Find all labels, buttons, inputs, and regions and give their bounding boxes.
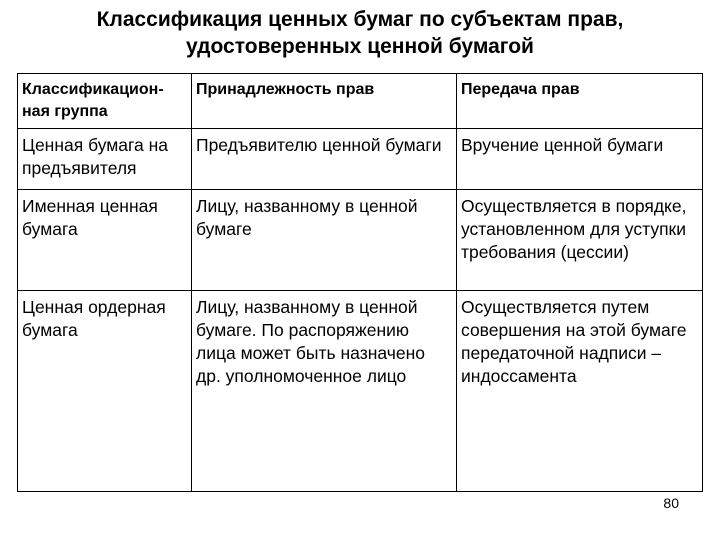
header-cell-rights-ownership: Принадлежность прав [192,74,457,129]
table-row [18,291,703,492]
table-header-row [18,74,703,129]
table-cell-rights-ownership: Лицу, названному в ценной бумаге [192,190,457,291]
table-cell-security-type: Именная ценная бумага [18,190,192,291]
page-number: 80 [663,495,679,511]
header-cell-rights-transfer: Передача прав [457,74,703,129]
slide-title [0,6,720,60]
table-cell-security-type: Ценная бумага на предъявителя [18,129,192,190]
slide-title-line-1: Классификация ценных бумаг по субъектам прав, [96,8,624,31]
header-cell-classification-group: Классификацион-ная группа [18,74,192,129]
table-row [18,129,703,190]
table-cell-rights-ownership: Лицу, названному в ценной бумаге. По распоряжению лица может быть назначено др. уполномоченное лицо [192,291,457,492]
table-cell-rights-transfer: Осуществляется путем совершения на этой бумаге передаточной надписи – индоссамента [457,291,703,492]
slide-title-line-2: удостоверенных ценной бумагой [186,35,534,58]
table-cell-security-type: Ценная ордерная бумага [18,291,192,492]
table-cell-rights-transfer: Вручение ценной бумаги [457,129,703,190]
classification-table [17,73,703,492]
table-cell-rights-transfer: Осуществляется в порядке, установленном для уступки требования (цессии) [457,190,703,291]
table-row [18,190,703,291]
table-cell-rights-ownership: Предъявителю ценной бумаги [192,129,457,190]
